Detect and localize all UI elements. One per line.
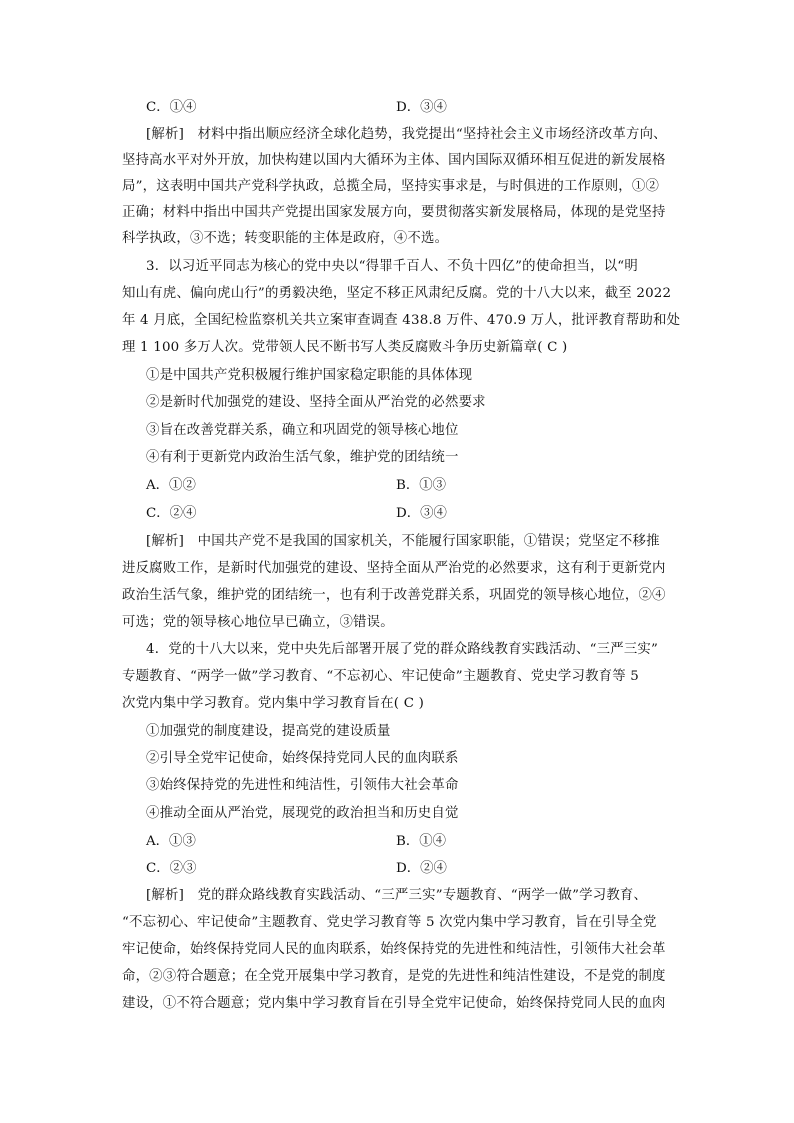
q3-item-3: ③旨在改善党群关系，确立和巩固党的领导核心地位 — [146, 423, 459, 438]
q3-analysis-line-4: 可选；党的领导核心地位早已确立，③错误。 — [122, 615, 394, 630]
q4-option-b: B．①④ — [396, 834, 447, 849]
prev-analysis-line-2: 坚持高水平对外开放，加快构建以国内大循环为主体、国内国际双循环相互促进的新发展格 — [122, 153, 666, 168]
q4-analysis-line-3: 牢记使命，始终保持党同人民的血肉联系，始终保持党的先进性和纯洁性，引领伟大社会革 — [122, 942, 666, 957]
q3-analysis-line-1: [解析] 中国共产党不是我国的国家机关，不能履行国家职能，①错误；党坚定不移推 — [146, 534, 660, 549]
q3-stem-line-1: 3．以习近平同志为核心的党中央以“得罪千百人、不负十四亿”的使命担当，以“明 — [146, 259, 638, 274]
q3-analysis-line-3: 政治生活气象，维护党的团结统一，也有利于改善党群关系，巩固党的领导核心地位，②④ — [122, 588, 666, 603]
q3-item-2: ②是新时代加强党的建设、坚持全面从严治党的必然要求 — [146, 395, 486, 410]
q3-item-4: ④有利于更新党内政治生活气象，维护党的团结统一 — [146, 450, 459, 465]
q4-item-1: ①加强党的制度建设，提高党的建设质量 — [146, 724, 391, 739]
q3-stem-line-4: 理 1 100 多万人次。党带领人民不断书写人类反腐败斗争历史新篇章( C ) — [122, 340, 568, 355]
q4-analysis-line-4: 命，②③符合题意；在全党开展集中学习教育，是党的先进性和纯洁性建设，不是党的制度 — [122, 969, 666, 984]
q4-stem-line-1: 4．党的十八大以来，党中央先后部署开展了党的群众路线教育实践活动、“三严三实” — [146, 642, 659, 657]
prev-analysis-line-3: 局”，这表明中国共产党科学执政，总揽全局，坚持实事求是，与时俱进的工作原则，①② — [122, 179, 660, 194]
q4-item-4: ④推动全面从严治党，展现党的政治担当和历史自觉 — [146, 806, 459, 821]
q3-option-c: C．②④ — [146, 506, 197, 521]
prev-option-d: D．③④ — [396, 100, 447, 115]
q4-analysis-line-2: “不忘初心、牢记使命”主题教育、党史学习教育等 5 次党内集中学习教育，旨在引导全党 — [122, 915, 657, 930]
q4-stem-line-3: 次党内集中学习教育。党内集中学习教育旨在( C ) — [122, 696, 425, 711]
q3-analysis-line-2: 进反腐败工作，是新时代加强党的建设、坚持全面从严治党的必然要求，这有利于更新党内 — [122, 561, 666, 576]
q3-option-a: A．①② — [146, 478, 196, 493]
q3-item-1: ①是中国共产党积极履行维护国家稳定职能的具体体现 — [146, 368, 473, 383]
q4-stem-line-2: 专题教育、“两学一做”学习教育、“不忘初心、牢记使命”主题教育、党史学习教育等 5 — [122, 669, 640, 684]
q4-analysis-line-5: 建设，①不符合题意；党内集中学习教育旨在引导全党牢记使命，始终保持党同人民的血肉 — [122, 996, 666, 1011]
q4-analysis-line-1: [解析] 党的群众路线教育实践活动、“三严三实”专题教育、“两学一做”学习教育、 — [146, 888, 648, 903]
prev-analysis-line-1: [解析] 材料中指出顺应经济全球化趋势，我党提出“坚持社会主义市场经济改革方向、 — [146, 127, 667, 142]
q3-option-b: B．①③ — [396, 478, 447, 493]
prev-option-c: C．①④ — [146, 100, 197, 115]
prev-analysis-line-5: 科学执政，③不选；转变职能的主体是政府，④不选。 — [122, 231, 449, 246]
q4-option-c: C．②③ — [146, 861, 197, 876]
q3-stem-line-2: 知山有虎、偏向虎山行”的勇毅决绝，坚定不移正风肃纪反腐。党的十八大以来，截至 2022 — [122, 286, 672, 301]
q3-stem-line-3: 年 4 月底，全国纪检监察机关共立案审查调查 438.8 万件、470.9 万人，批评教育帮助和处 — [122, 313, 681, 328]
q4-option-d: D．②④ — [396, 861, 447, 876]
q4-item-3: ③始终保持党的先进性和纯洁性，引领伟大社会革命 — [146, 778, 459, 793]
q4-option-a: A．①③ — [146, 834, 196, 849]
q4-item-2: ②引导全党牢记使命，始终保持党同人民的血肉联系 — [146, 751, 459, 766]
prev-analysis-line-4: 正确；材料中指出中国共产党提出国家发展方向，要贯彻落实新发展格局，体现的是党坚持 — [122, 205, 666, 220]
q3-option-d: D．③④ — [396, 506, 447, 521]
